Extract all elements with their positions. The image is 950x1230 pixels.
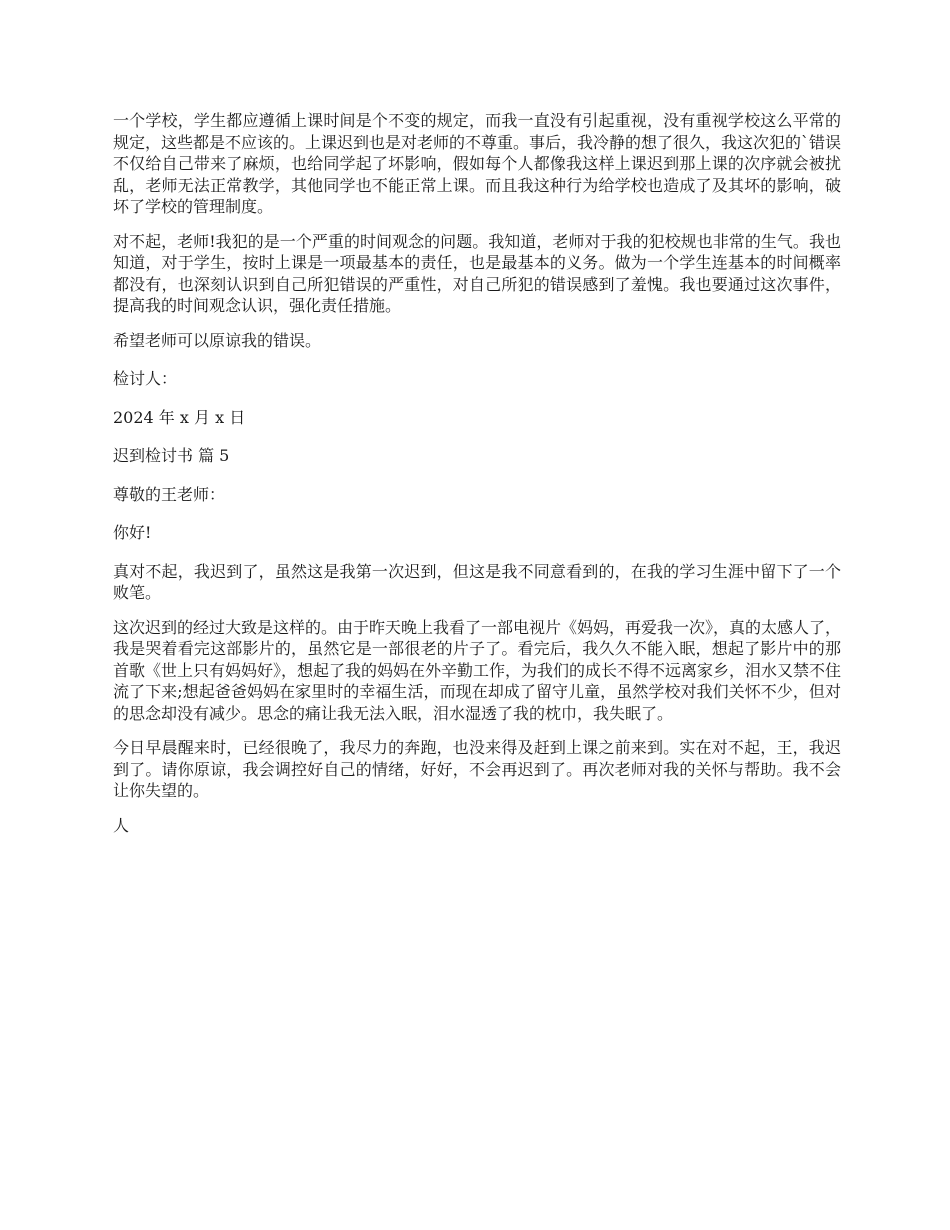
paragraph-apology-school-rules: 一个学校，学生都应遵循上课时间是个不变的规定，而我一直没有引起重视，没有重视学校这么平常的规定，这些都是不应该的。上课迟到也是对老师的不尊重。事后，我冷静的想了很久，我这次犯的`错误不仅给自己带来了麻烦，也给同学起了坏影响，假如每个人都像我这样上课迟到那上课的次序就会被扰乱，老师无法正常教学，其他同学也不能正常上课。而且我这种行为给学校也造成了及其坏的影响，破坏了学校的管理制度。 <box>113 111 842 216</box>
paragraph-apology-teacher: 对不起，老师!我犯的是一个严重的时间观念的问题。我知道，老师对于我的犯校规也非常的生气。我也知道，对于学生，按时上课是一项最基本的责任，也是最基本的义务。做为一个学生连基本的时间概率都没有，也深刻认识到自己所犯错误的严重性，对自己所犯的错误感到了羞愧。我也要通过这次事件，提高我的时间观念认识，强化责任措施。 <box>113 231 841 315</box>
signature-label: 检讨人： <box>113 369 178 388</box>
paragraph-first-late: 真对不起，我迟到了，虽然这是我第一次迟到，但这是我不同意看到的，在我的学习生涯中留下了一个败笔。 <box>113 561 841 602</box>
paragraph-morning: 今日早晨醒来时，已经很晚了，我尽力的奔跑，也没来得及赶到上课之前来到。实在对不起，王，我迟到了。请你原谅，我会调控好自己的情绪，好好，不会再迟到了。再次老师对我的关怀与帮助。我不会让你失望的。 <box>113 738 841 800</box>
date-line: 2024 年 x 月 x 日 <box>113 407 246 427</box>
paragraph-hope-forgiveness: 希望老师可以原谅我的错误。 <box>113 330 322 350</box>
greeting: 你好! <box>113 523 152 542</box>
paragraph-reason: 这次迟到的经过大致是这样的。由于昨天晚上我看了一部电视片《妈妈，再爱我一次》，真的太感人了，我是哭着看完这部影片的，虽然它是一部很老的片子了。看完后，我久久不能入眠，想起了影片中的那首歌《世上只有妈妈好》，想起了我的妈妈在外辛勤工作，为我们的成长不得不远离家乡，泪水又禁不住流了下来;想起爸爸妈妈在家里时的幸福生活，而现在却成了留守儿童，虽然学校对我们关怀不少，但对的思念却没有减少。思念的痛让我无法入眠，泪水湿透了我的枕巾，我失眠了。 <box>113 617 842 723</box>
section-heading: 迟到检讨书 篇 5 <box>113 446 230 465</box>
salutation: 尊敬的王老师： <box>113 484 226 504</box>
document-body <box>113 110 841 853</box>
trailing-text: 人 <box>113 815 130 835</box>
